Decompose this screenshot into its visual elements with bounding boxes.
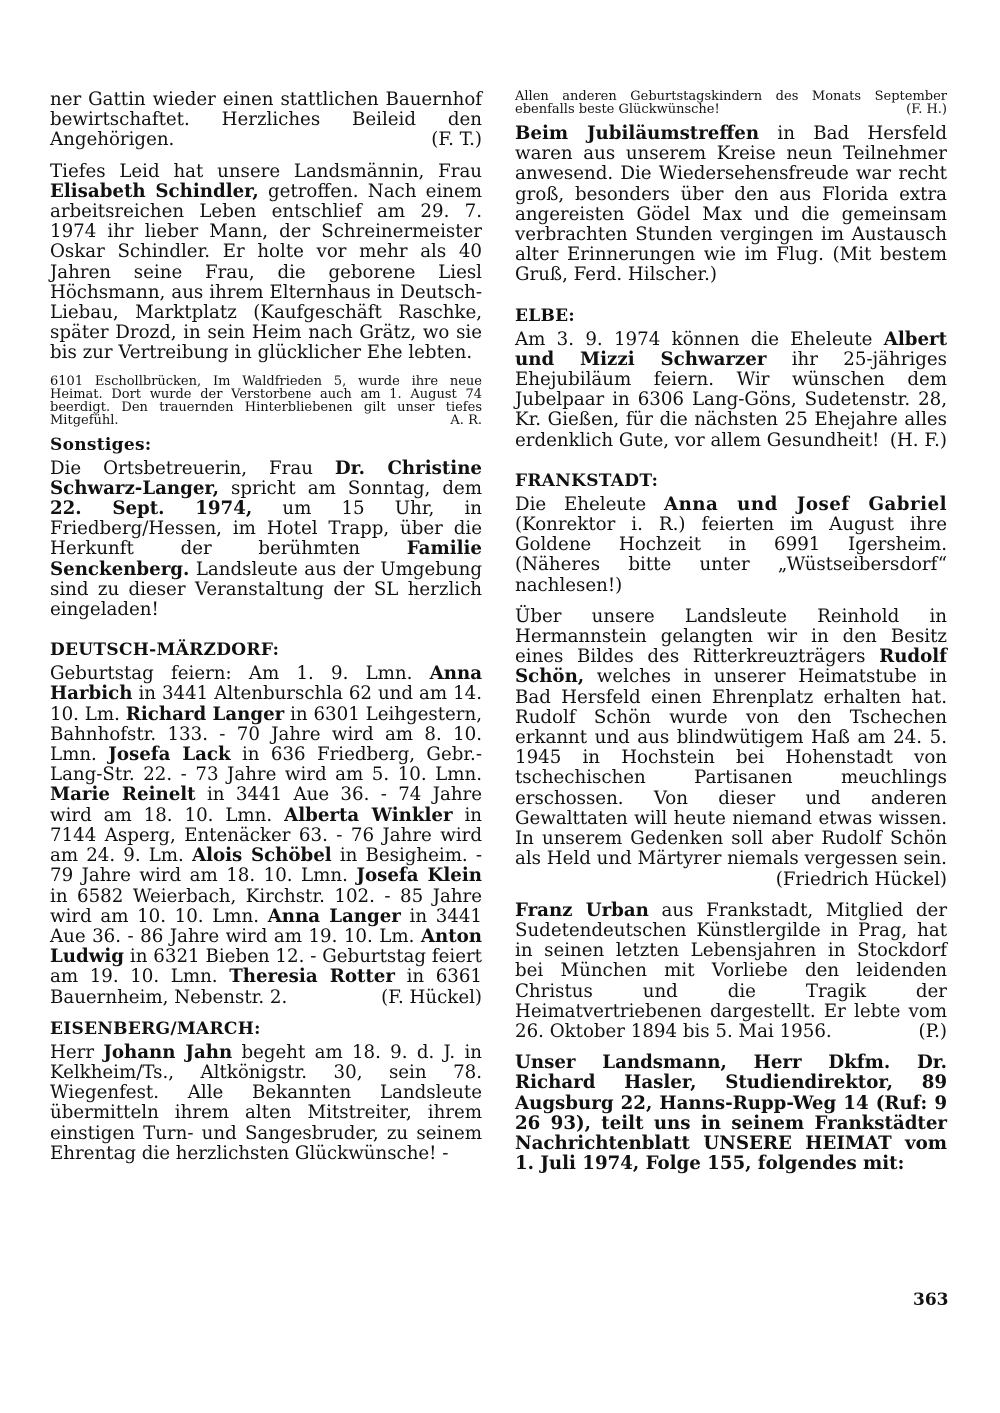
franz-urban-paragraph: Franz Urban aus Frankstadt, Mitglied der Sudetendeutschen Künstlergilde in Prag, hat in seinen letzten Lebensjahren in Stockdorf bei München mit Vorliebe den leidenden Christus und die Tragik der Heimatvertriebenen dargestellt. Er lebte vom 26. Oktober 1894 bis 5. Mai 1956. (P.) (515, 899, 948, 1042)
gabriel-wedding-paragraph: Die Eheleute Anna und Josef Gabriel (Konrektor i. R.) feierten im August ihre Goldene Hochzeit in 6991 Igersheim. (Näheres bitte unter „Wüstseibersdorf“ nachlesen!) (515, 493, 947, 596)
signature: (F. H.) (906, 102, 947, 117)
birthday-greetings-note: Allen anderen Geburtstagskindern des Monats September ebenfalls beste Glückwünsche! (F. H.) (515, 89, 947, 117)
rudolf-schoen-paragraph: Über unsere Landsleute Reinhold in Hermannstein gelangten wir in den Besitz eines Bildes des Ritterkreuzträgers Rudolf Schön, welches in unserer Heimatstube in Bad Hersfeld einen Ehrenplatz erhalten hat. Rudolf Schön wurde von den Tschechen erkannt und aus blindwütigem Haß am 24. 5. 1945 in Hochstein bei Hohenstadt von tschechischen Partisanen meuchlings erschossen. Von dieser und anderen Gewalttaten will heute niemand etwas wissen. In unserem Gedenken soll aber Rudolf Schön als Held und Märtyrer niemals vergessen sein. (Friedrich Hückel) (515, 605, 947, 890)
signature: (F. T.) (431, 129, 482, 151)
left-column (50, 90, 482, 1175)
page-number: 363 (913, 1290, 949, 1310)
signature: A. R. (450, 412, 482, 428)
signature: (Friedrich Hückel) (775, 868, 947, 890)
elbe-paragraph: Am 3. 9. 1974 können die Eheleute Albert und Mizzi Schwarzer ihr 25-jähriges Ehejubiläum feiern. Wir wünschen dem Jubelpaar in 6306 Lang-Göns, Sudetenstr. 28, Kr. Gießen, für die nächsten 25 Ehejahre alles erdenklich Gute, vor allem Gesundheit! (H. F.) (515, 328, 947, 451)
birthday-list-paragraph: Geburtstag feiern: Am 1. 9. Lmn. Anna Harbich in 3441 Altenburschla 62 und am 14. 10. Lm. Richard Langer in 6301 Leihgestern, Bahnhofstr. 133. - 70 Jahre wird am 8. 10. Lmn. Josefa Lack in 636 Friedberg, Gebr.-Lang-Str. 22. - 73 Jahre wird am 5. 10. Lmn. Marie Reinelt in 3441 Aue 36. - 74 Jahre wird am 18. 10. Lmn. Alberta Winkler in 7144 Asperg, Entenäcker 63. - 76 Jahre wird am 24. 9. Lm. Alois Schöbel in Besigheim. - 79 Jahre wird am 18. 10. Lmn. Josefa Klein in 6582 Weierbach, Kirchstr. 102. - 85 Jahre wird am 10. 10. Lmn. Anna Langer in 3441 Aue 36. - 86 Jahre wird am 19. 10. Lm. Anton Ludwig in 6321 Bieben 12. - Geburtstag feiert am 19. 10. Lmn. Theresia Rotter in 6361 Bauernheim, Nebenstr. 2. (F. Hückel) (50, 663, 482, 1008)
section-heading-frankstadt: FRANKSTADT: (515, 470, 659, 491)
obituary-continued-paragraph: ner Gattin wieder einen stattlichen Bauernhof bewirtschaftet. Herzliches Beileid den Angehörigen. (F. T.) (50, 89, 482, 151)
section-heading-eisenberg-march: EISENBERG/MARCH: (50, 1018, 261, 1039)
section-heading-elbe: ELBE: (515, 305, 576, 326)
schindler-obituary-paragraph: Tiefes Leid hat unsere Landsmännin, Frau Elisabeth Schindler, getroffen. Nach einem arbeitsreichen Leben entschlief am 29. 7. 1974 ihr lieber Mann, der Schreinermeister Oskar Schindler. Er holte vor mehr als 40 Jahren seine Frau, die geborene Liesl Höchsmann, aus ihrem Elternhaus in Deutsch-Liebau, Marktplatz (Kaufgeschäft Raschke, später Drozd, in sein Heim nach Grätz, wo sie bis zur Vertreibung in glücklicher Ehe lebten. (50, 160, 482, 364)
sonstiges-paragraph: Die Ortsbetreuerin, Frau Dr. Christine Schwarz-Langer, spricht am Sonntag, dem 22. Sept. 1974, um 15 Uhr, in Friedberg/Hessen, im Hotel Trapp, über die Herkunft der berühmten Familie Senckenberg. Landsleute aus der Umgebung sind zu dieser Veranstaltung der SL herzlich eingeladen! (50, 457, 482, 621)
eisenberg-paragraph: Herr Johann Jahn begeht am 18. 9. d. J. in Kelkheim/Ts., Altkönigstr. 30, sein 78. Wiegenfest. Alle Bekannten Landsleute übermitteln ihrem alten Mitstreiter, ihrem einstigen Turn- und Sangesbruder, zu seinem Ehrentag die herzlichsten Glückwünsche! - (50, 1041, 483, 1164)
signature: (F. Hückel) (381, 986, 482, 1008)
section-heading-deutsch-maerzdorf: DEUTSCH-MÄRZDORF: (50, 640, 280, 661)
section-heading-sonstiges: Sonstiges: (50, 434, 152, 455)
signature: (P.) (918, 1020, 947, 1042)
signature: (H. F.) (889, 429, 947, 451)
right-column (515, 90, 947, 1185)
jubilee-meeting-paragraph: Beim Jubiläumstreffen in Bad Hersfeld waren aus unserem Kreise neun Teilnehmer anwesend. Die Wiedersehensfreude war recht groß, besonders über den aus Florida extra angereisten Gödel Max und die gemeinsam verbrachten Stunden vergingen im Austausch alter Erinnerungen wie im Flug. (Mit bestem Gruß, Ferd. Hilscher.) (515, 123, 947, 286)
hasler-announcement-paragraph: Unser Landsmann, Herr Dkfm. Dr. Richard Hasler, Studiendirektor, 89 Augsburg 22, Hanns-Rupp-Weg 14 (Ruf: 9 26 93), teilt uns in seinem Frankstädter Nachrichtenblatt UNSERE HEIMAT vom 1. Juli 1974, Folge 155, folgendes mit: (515, 1052, 947, 1175)
schindler-burial-note: 6101 Eschollbrücken, Im Waldfrieden 5, wurde ihre neue Heimat. Dort wurde der Verstorbene auch am 1. August 74 beerdigt. Den trauernden Hinterbliebenen gilt unser tiefes Mitgefühl. A. R. (50, 373, 482, 428)
